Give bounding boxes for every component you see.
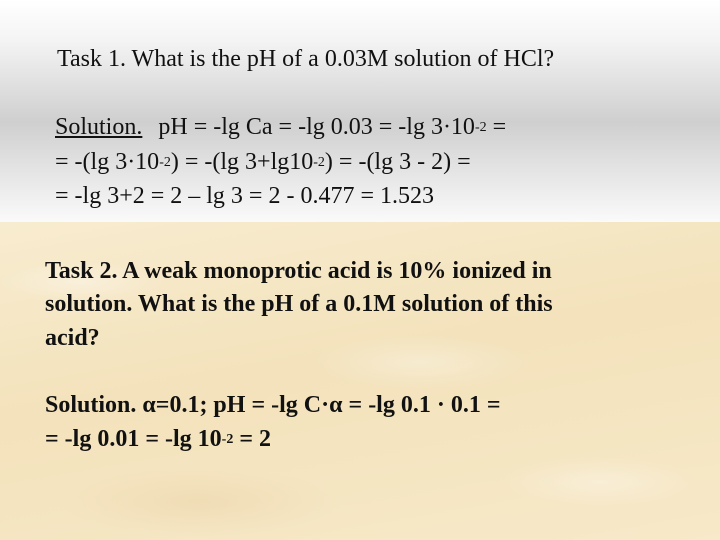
task-2-question-line-2: solution. What is the pH of a 0.1M solution of this: [45, 291, 553, 317]
task-2-solution-text-2b: = 2: [233, 426, 272, 452]
task-2-solution-line-1: Solution. α=0.1; pH = -lg C·α = -lg 0.1 · 0.1 =: [45, 392, 501, 418]
task-1-exponent-2: -2: [159, 155, 171, 170]
task-1-question: Task 1. What is the pH of a 0.03M solution of HCl?: [57, 46, 555, 72]
task-1-solution-line-3: = -lg 3+2 = 2 – lg 3 = 2 - 0.477 = 1.523: [55, 183, 434, 209]
task-1-solution-label: Solution.: [55, 114, 143, 140]
task-1-solution-text-2c: ) = -(lg 3 - 2) =: [324, 149, 471, 175]
task-1-solution-text-2b: ) = -(lg 3+lg10: [170, 149, 314, 175]
task-1-solution-text-1b: =: [486, 114, 507, 140]
task-2-solution-line-2: [45, 425, 271, 453]
task-2-question-line-1: Task 2. A weak monoprotic acid is 10% ionized in: [45, 258, 552, 284]
task-1-solution-line-1: [55, 113, 506, 141]
task-2-solution-text-2a: = -lg 0.01 = -lg 10: [45, 426, 222, 452]
task-2-exponent: -2: [221, 432, 234, 447]
task-1-solution-line-2: [55, 148, 471, 176]
task-2-question-line-3: acid?: [45, 325, 100, 351]
task-1-solution-text-2a: = -(lg 3·10: [55, 149, 160, 175]
task-1-solution-text-1a: pH = -lg Ca = -lg 0.03 = -lg 3·10: [158, 114, 475, 140]
task-1-exponent-1: -2: [474, 120, 487, 135]
task-1-exponent-3: -2: [313, 155, 325, 170]
